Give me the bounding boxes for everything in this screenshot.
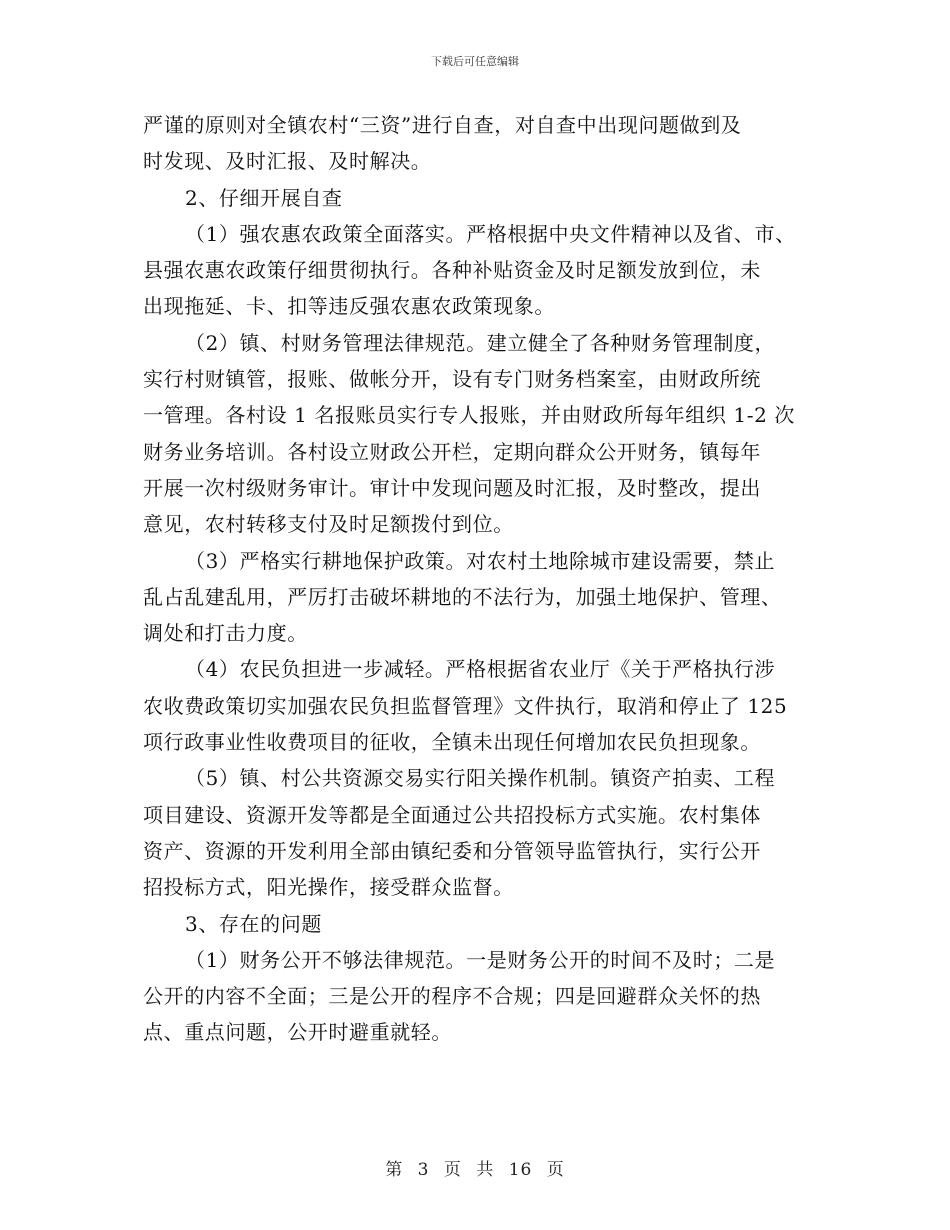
body-line: 严谨的原则对全镇农村“三资”进行自查，对自查中出现问题做到及 [143,113,742,137]
body-line: 项目建设、资源开发等都是全面通过公共招投标方式实施。农村集体 [143,802,761,827]
body-line: （1）财务公开不够法律规范。一是财务公开的时间不及时；二是 [185,947,776,972]
body-line: 农收费政策切实加强农民负担监督管理》文件执行，取消和停止了 125 [143,693,788,718]
body-line: 调处和打击力度。 [143,621,308,646]
body-line: 一管理。各村设 1 名报账员实行专人报账，并由财政所每年组织 1-2 次 [143,403,795,428]
body-line: 县强农惠农政策仔细贯彻执行。各种补贴资金及时足额发放到位，未 [143,258,761,283]
body-line: 时发现、及时汇报、及时解决。 [143,149,432,174]
body-line: 意见，农村转移支付及时足额拨付到位。 [143,512,514,537]
page-label-pre: 第 [385,1160,404,1180]
body-line: 公开的内容不全面；三是公开的程序不合规；四是回避群众关怀的热 [143,984,761,1009]
page-label-total-pre: 共 [476,1160,495,1180]
body-line: （2）镇、村财务管理法律规范。建立健全了各种财务管理制度， [185,330,776,355]
body-line: （4）农民负担进一步减轻。严格根据省农业厅《关于严格执行涉 [185,657,776,682]
page-header: 下载后可任意编辑 [431,55,519,68]
page-footer [0,1155,950,1180]
body-line: 乱占乱建乱用，严厉打击破坏耕地的不法行为，加强土地保护、管理、 [143,584,782,609]
document-body [143,107,823,1051]
total-pages: 16 [508,1160,533,1180]
body-line: 实行村财镇管，报账、做帐分开，设有专门财务档案室，由财政所统 [143,367,761,392]
body-line: （1）强农惠农政策全面落实。严格根据中央文件精神以及省、市、 [185,221,796,246]
body-line: 项行政事业性收费项目的征收，全镇未出现任何增加农民负担现象。 [143,730,761,755]
body-line: （5）镇、村公共资源交易实行阳关操作机制。镇资产拍卖、工程 [185,766,776,791]
body-line: （3）严格实行耕地保护政策。对农村土地除城市建设需要，禁止 [185,548,776,573]
body-line: 财务业务培训。各村设立财政公开栏，定期向群众公开财务，镇每年 [143,439,761,464]
body-line: 资产、资源的开发利用全部由镇纪委和分管领导监管执行，实行公开 [143,838,761,863]
page-label-mid: 页 [443,1160,462,1180]
section-heading: 3、存在的问题 [185,911,322,936]
body-line: 招投标方式，阳光操作，接受群众监督。 [143,875,514,900]
body-line: 点、重点问题，公开时避重就轻。 [143,1020,452,1045]
body-line: 出现拖延、卡、扣等违反强农惠农政策现象。 [143,294,555,319]
section-heading: 2、仔细开展自查 [185,185,343,210]
body-line: 开展一次村级财务审计。审计中发现问题及时汇报，及时整改，提出 [143,475,761,500]
page-label-post: 页 [546,1160,565,1180]
page-number: 3 [417,1160,430,1180]
